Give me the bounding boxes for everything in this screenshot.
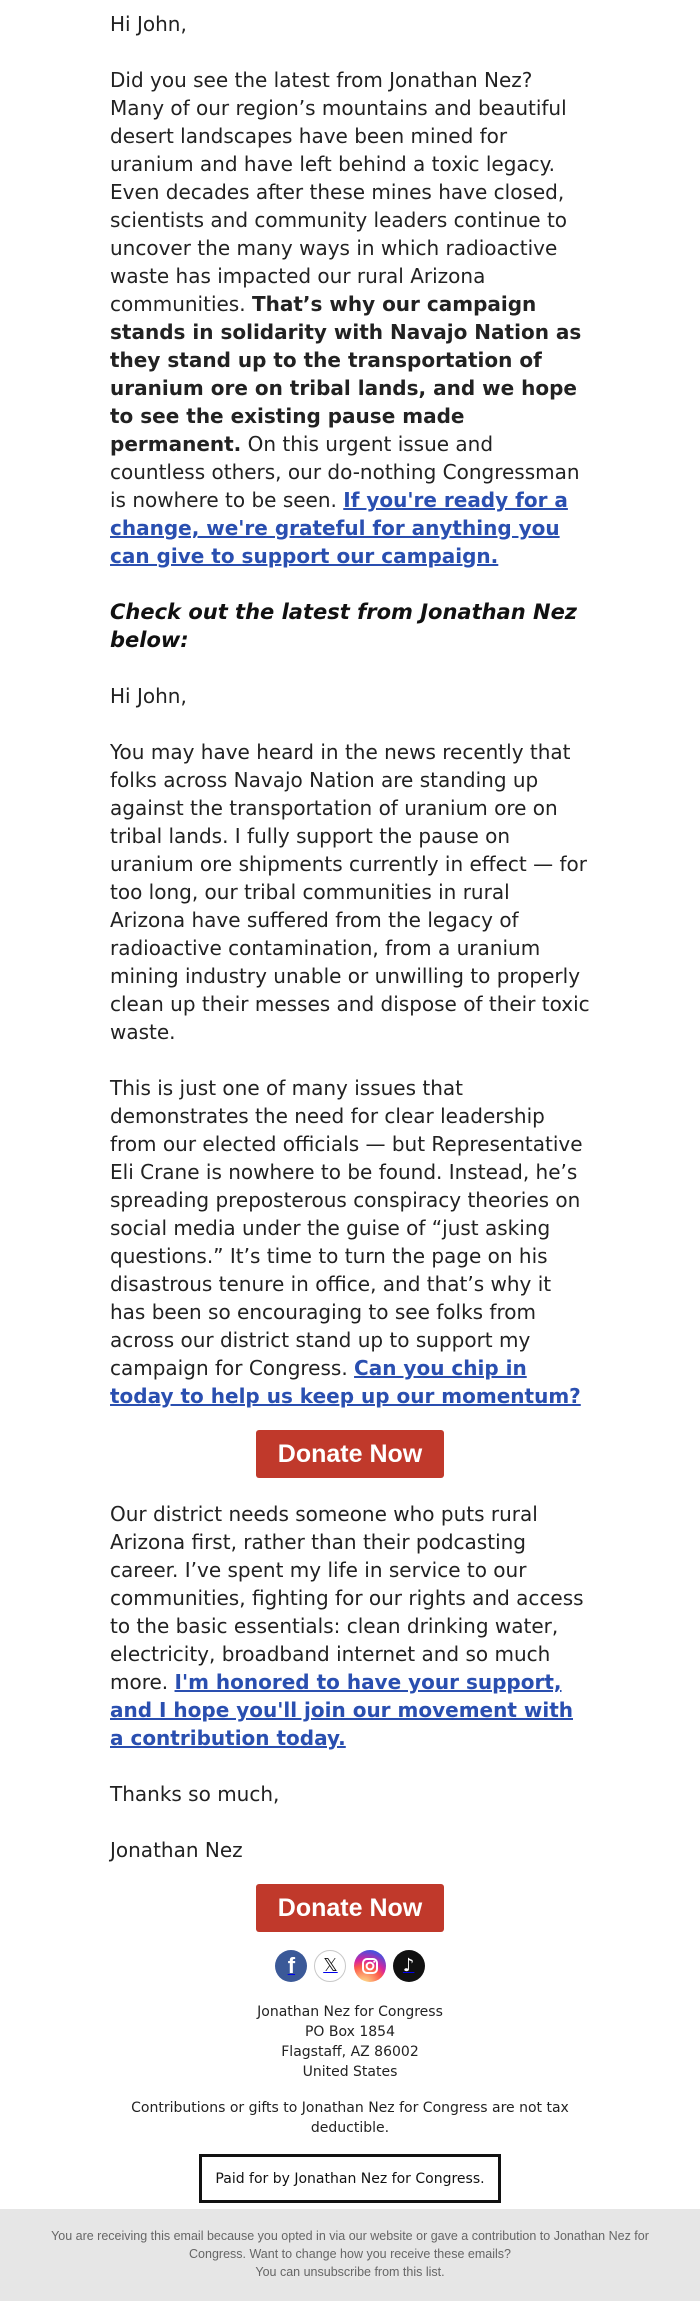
signoff: Thanks so much, [110,1782,280,1806]
greeting-second: Hi John, [110,684,187,708]
tiktok-glyph: ♪ [402,1955,415,1976]
paid-for-box: Paid for by Jonathan Nez for Congress. [199,2154,501,2203]
unsubscribe-link[interactable]: You can unsubscribe from this list. [255,2265,445,2279]
social-links [110,1950,590,1990]
instagram-glyph [354,1950,386,1982]
intro-bold-text: That’s why our campaign stands in solidarity with Navajo Nation as they stand up to the transportation of uranium ore on tribal lands, and we hope to see the existing pause made permanent. [110,292,582,456]
facebook-icon[interactable] [275,1950,307,1982]
greeting-first: Hi John, [110,12,187,36]
district-text: Our district needs someone who puts rural Arizona first, rather than their podcasting career. I’ve spent my life in service to our communities, fighting for our rights and access to the basic essentials: clean drinking water, electricity, broadband internet and so much more. [110,1502,584,1694]
signature: Jonathan Nez [110,1838,243,1862]
email-body [110,10,590,2203]
donate-now-button-2[interactable]: Donate Now [256,1884,444,1932]
footer-address-line-1: PO Box 1854 [304,2024,395,2040]
contribution-link[interactable]: I'm honored to have your support, and I hope you'll join our movement with a contribution today. [110,1670,573,1750]
donate-button-container-1 [110,1430,590,1480]
chip-in-link[interactable]: Can you chip in today to help us keep up our momentum? [110,1356,581,1408]
uranium-paragraph: You may have heard in the news recently that folks across Navajo Nation are standing up against the transportation of uranium ore on tribal lands. I fully support the pause on uranium ore shipments currently in effect — for too long, our tribal communities in rural Arizona have suffered from the legacy of radioactive contamination, from a uranium mining industry unable or unwilling to properly clean up their messes and dispose of their toxic waste. [110,740,590,1044]
footer-address [110,2002,590,2082]
intro-paragraph [110,66,590,570]
tax-deductible-note: Contributions or gifts to Jonathan Nez for Congress are not tax deductible. [131,2100,569,2136]
opt-in-text: You are receiving this email because you opted in via our website or gave a contribution to Jonathan Nez for Congress. Want to change how you receive these emails? [51,2229,649,2261]
support-campaign-link[interactable]: If you're ready for a change, we're grateful for anything you can give to support our campaign. [110,488,568,568]
x-twitter-icon[interactable] [314,1950,346,1982]
donate-now-button-1[interactable]: Donate Now [256,1430,444,1478]
intro-text-continued: On this urgent issue and countless others, our do-nothing Congressman is nowhere to be seen. [110,432,580,512]
forward-heading: Check out the latest from Jonathan Nez below: [110,600,578,652]
footer-address-line-2: Flagstaff, AZ 86002 [281,2044,419,2060]
district-paragraph [110,1500,590,1752]
donate-button-container-2 [110,1884,590,1934]
x-glyph: 𝕏 [323,1955,338,1976]
subscription-footer-bar [0,2209,700,2301]
leadership-paragraph [110,1074,590,1410]
opt-in-notice [0,2227,700,2263]
footer-org: Jonathan Nez for Congress [257,2004,443,2020]
instagram-icon[interactable] [354,1950,386,1982]
intro-text: Did you see the latest from Jonathan Nez? Many of our region’s mountains and beautiful desert landscapes have been mined for uranium and have left behind a toxic legacy. Even decades after these mines have closed, scientists and community leaders continue to uncover the many ways in which radioactive waste has impacted our rural Arizona communities. [110,68,568,316]
tiktok-icon[interactable] [393,1950,425,1982]
footer-country: United States [302,2064,398,2080]
leadership-text: This is just one of many issues that demonstrates the need for clear leadership from our elected officials — but Representative Eli Crane is nowhere to be found. Instead, he’s spreading preposterous conspiracy theories on social media under the guise of “just asking questions.” It’s time to turn the page on his disastrous tenure in office, and that’s why it has been so encouraging to see folks from across our district stand up to support my campaign for Congress. [110,1076,583,1380]
facebook-glyph: f [287,1953,296,1978]
